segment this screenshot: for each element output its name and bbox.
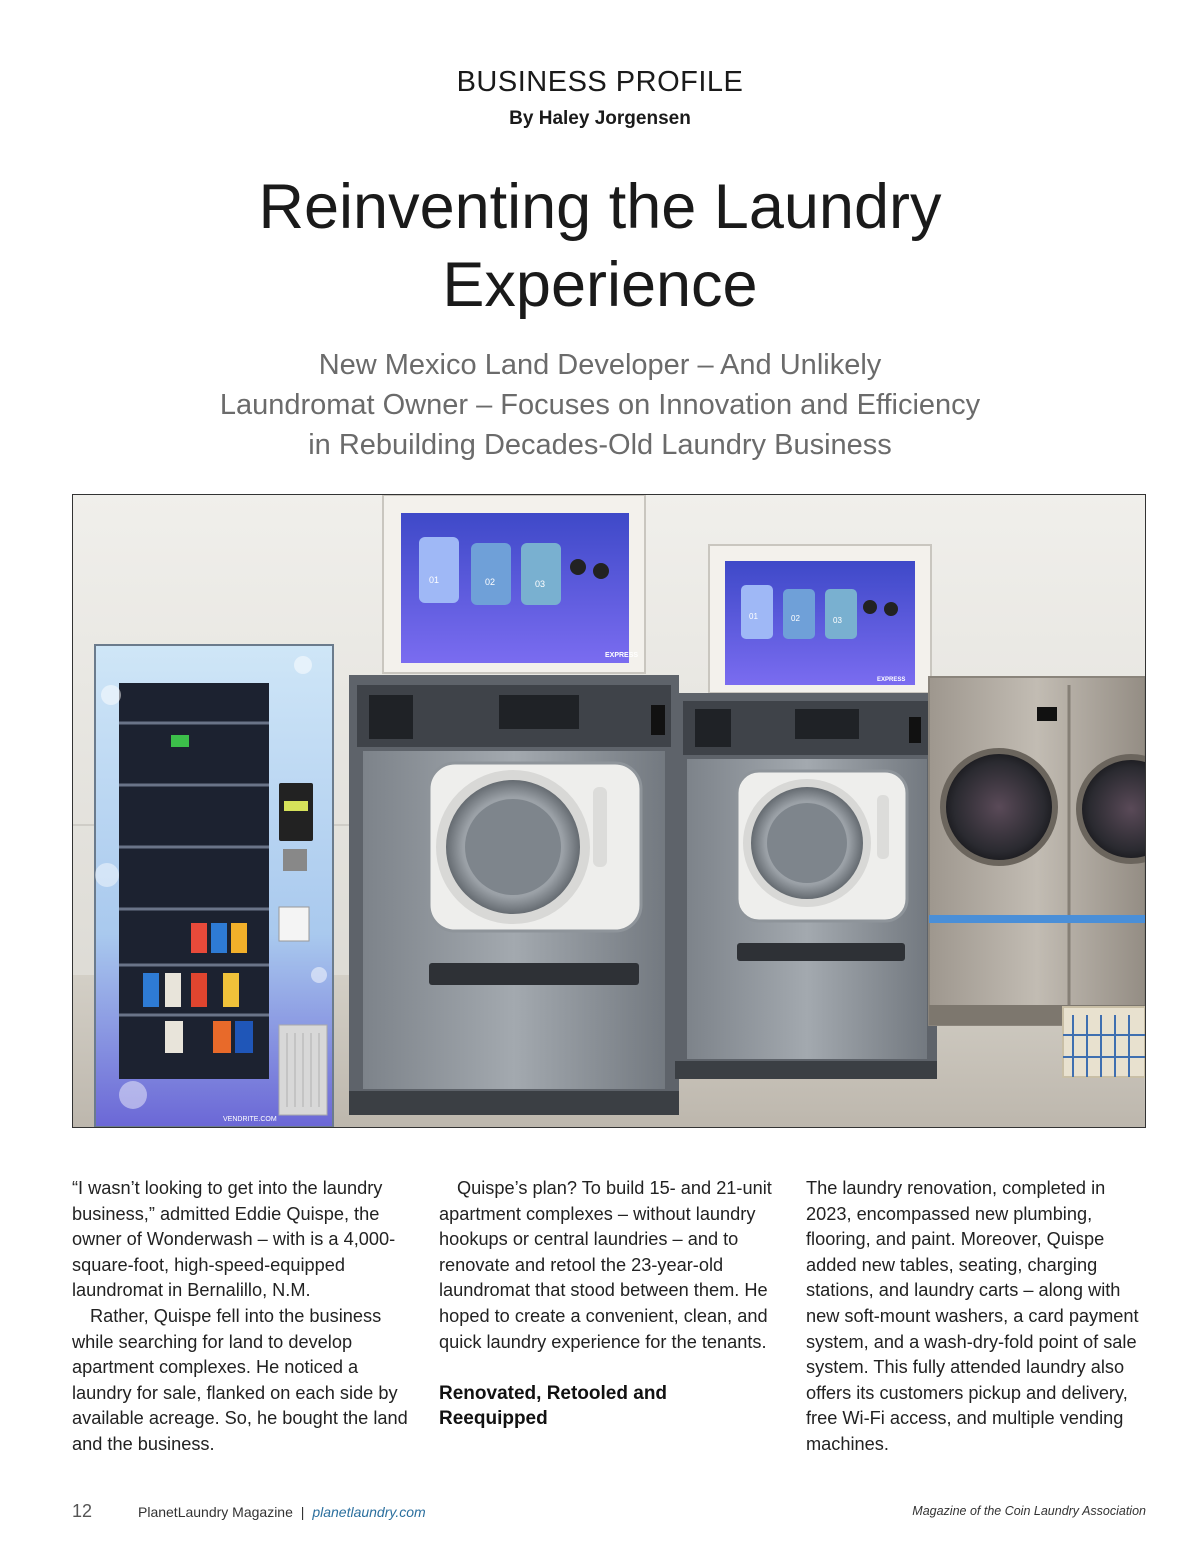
deck-line-2: Laundromat Owner – Focuses on Innovation and Efficiency (219, 389, 981, 421)
laundry-cart (1063, 1007, 1145, 1077)
cabinet-1-label-02: 02 (485, 577, 496, 587)
chemical-cabinet-1 (383, 495, 645, 673)
chemical-cabinet-2 (709, 545, 931, 693)
vending-machine (95, 645, 333, 1127)
article-column-1 (72, 1176, 414, 1458)
cabinet-1-brand: EXPRESS (605, 652, 639, 659)
washer-1 (349, 675, 679, 1115)
deck-line-1: New Mexico Land Developer – And Unlikely (318, 349, 882, 381)
section-label: BUSINESS PROFILE (456, 66, 744, 98)
section-subhead: Renovated, Retooled and Reequipped (439, 1382, 668, 1430)
col1-paragraph-2: Rather, Quispe fell into the business while searching for land to develop apartment complexes. He noticed a laundry for sale, flanked on each side by available acreage. So, he bought the land and the business. (72, 1305, 408, 1454)
cabinet-2-label-02: 02 (791, 614, 800, 623)
publication-info (138, 1504, 426, 1520)
cabinet-2-label-01: 01 (749, 612, 758, 621)
byline: By Haley Jorgensen (509, 108, 691, 129)
headline (150, 168, 1050, 324)
article-column-3 (806, 1176, 1148, 1458)
article-photo (72, 494, 1146, 1128)
association-tagline: Magazine of the Coin Laundry Association (912, 1504, 1146, 1518)
cabinet-2-brand: EXPRESS (877, 677, 906, 683)
washer-2 (675, 693, 937, 1079)
page-number: 12 (72, 1501, 93, 1521)
page-footer (72, 1501, 1146, 1528)
laundromat-photo-illustration (73, 495, 1145, 1127)
cabinet-1-label-03: 03 (535, 579, 546, 589)
publication-url-link[interactable]: planetlaundry.com (312, 1504, 426, 1520)
headline-line-1: Reinventing the Laundry (258, 172, 942, 242)
cabinet-2-label-03: 03 (833, 616, 842, 625)
col2-paragraph-1: Quispe’s plan? To build 15- and 21-unit apartment complexes – without laundry hookups or central laundries – and to renovate and retool the 23-year-old laundromat that stood between them. He hoped to create a convenient, clean, and quick laundry experience for the tenants. (439, 1178, 772, 1352)
headline-line-2: Experience (442, 250, 758, 320)
deck (180, 345, 1020, 465)
cabinet-1-label-01: 01 (429, 575, 440, 585)
dryer-stack (929, 677, 1145, 1025)
footer-separator: | (300, 1504, 305, 1520)
deck-line-3: in Rebuilding Decades-Old Laundry Business (308, 429, 892, 461)
col3-paragraph-1: The laundry renovation, completed in 2023, encompassed new plumbing, flooring, and paint. Moreover, Quispe added new tables, seating, charging stations, and laundry carts – along with new soft-mount washers, a card payment system, and a wash-dry-fold point of sale system. This fully attended laundry also offers its customers pickup and delivery, free Wi-Fi access, and multiple vending machines. (806, 1178, 1139, 1454)
publication-name: PlanetLaundry Magazine (138, 1504, 293, 1520)
col1-paragraph-1: “I wasn’t looking to get into the laundry business,” admitted Eddie Quispe, the owner of Wonderwash – with is a 4,000-square-foot, high-speed-equipped laundromat in Bernalillo, N.M. (72, 1178, 396, 1301)
vending-brand-text: VENDRITE.COM (223, 1116, 277, 1123)
article-column-2 (439, 1176, 781, 1432)
